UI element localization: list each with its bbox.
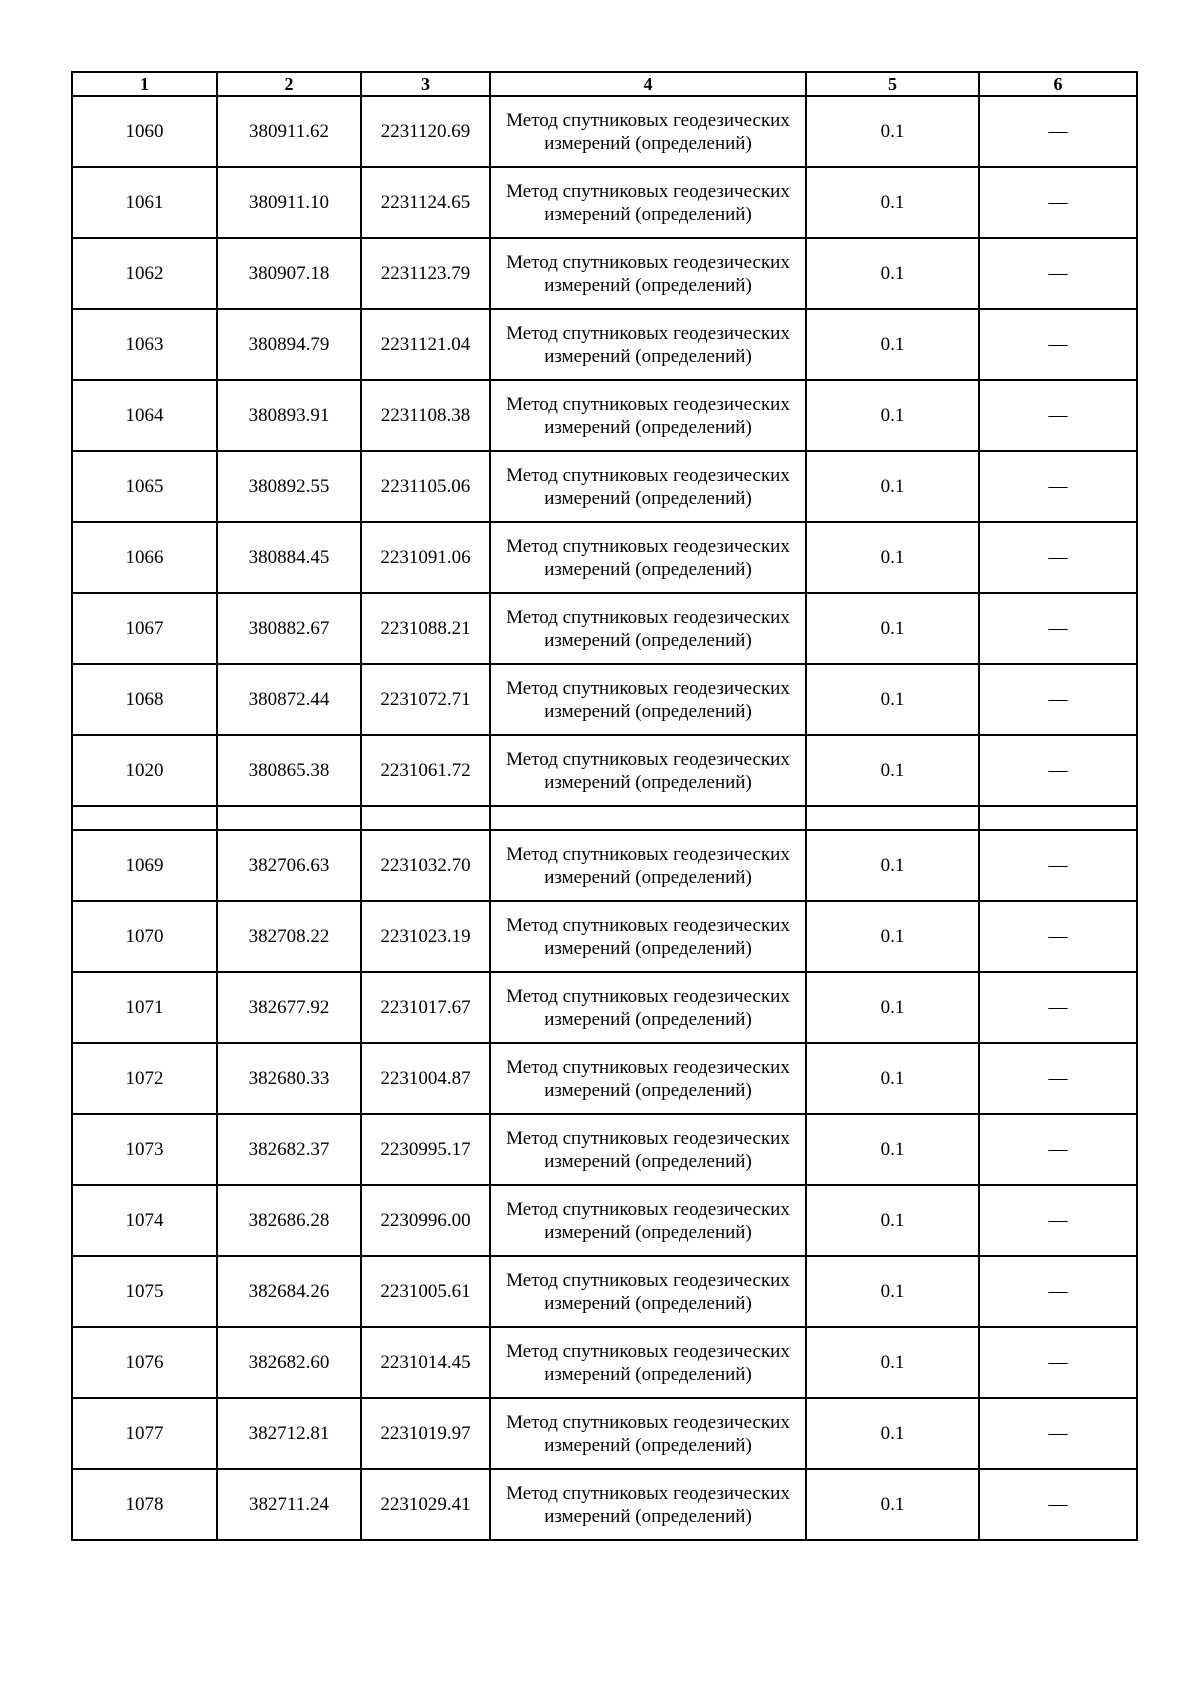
table-row: [72, 1114, 1137, 1185]
accuracy-cell: 0.1: [806, 309, 979, 380]
empty-cell: [979, 806, 1137, 830]
y-coordinate-cell: 2230996.00: [361, 1185, 490, 1256]
point-number-cell: 1076: [72, 1327, 217, 1398]
point-number-cell: 1071: [72, 972, 217, 1043]
note-cell: —: [979, 167, 1137, 238]
method-cell: Метод спутниковых геодезических измерений (определений): [490, 309, 806, 380]
note-cell: —: [979, 451, 1137, 522]
note-cell: —: [979, 1469, 1137, 1540]
method-cell: Метод спутниковых геодезических измерений (определений): [490, 1469, 806, 1540]
note-cell: —: [979, 96, 1137, 167]
note-cell: —: [979, 1398, 1137, 1469]
table-row: [72, 1398, 1137, 1469]
x-coordinate-cell: 382677.92: [217, 972, 361, 1043]
x-coordinate-cell: 382682.37: [217, 1114, 361, 1185]
table-row: [72, 1327, 1137, 1398]
y-coordinate-cell: 2231014.45: [361, 1327, 490, 1398]
method-cell: Метод спутниковых геодезических измерений (определений): [490, 167, 806, 238]
y-coordinate-cell: 2231029.41: [361, 1469, 490, 1540]
accuracy-cell: 0.1: [806, 380, 979, 451]
method-cell: Метод спутниковых геодезических измерений (определений): [490, 901, 806, 972]
accuracy-cell: 0.1: [806, 167, 979, 238]
header-col-2: 2: [217, 72, 361, 96]
method-cell: Метод спутниковых геодезических измерений (определений): [490, 664, 806, 735]
y-coordinate-cell: 2231091.06: [361, 522, 490, 593]
point-number-cell: 1062: [72, 238, 217, 309]
header-col-1: 1: [72, 72, 217, 96]
method-cell: Метод спутниковых геодезических измерений (определений): [490, 1256, 806, 1327]
table-row: [72, 1256, 1137, 1327]
y-coordinate-cell: 2231121.04: [361, 309, 490, 380]
table-row: [72, 593, 1137, 664]
point-number-cell: 1066: [72, 522, 217, 593]
table-row: [72, 451, 1137, 522]
empty-cell: [217, 806, 361, 830]
accuracy-cell: 0.1: [806, 238, 979, 309]
x-coordinate-cell: 382684.26: [217, 1256, 361, 1327]
point-number-cell: 1075: [72, 1256, 217, 1327]
y-coordinate-cell: 2231123.79: [361, 238, 490, 309]
header-col-6: 6: [979, 72, 1137, 96]
y-coordinate-cell: 2231004.87: [361, 1043, 490, 1114]
accuracy-cell: 0.1: [806, 96, 979, 167]
x-coordinate-cell: 380894.79: [217, 309, 361, 380]
note-cell: —: [979, 380, 1137, 451]
table-row: [72, 1469, 1137, 1540]
point-number-cell: 1020: [72, 735, 217, 806]
x-coordinate-cell: 380911.62: [217, 96, 361, 167]
x-coordinate-cell: 380892.55: [217, 451, 361, 522]
point-number-cell: 1070: [72, 901, 217, 972]
y-coordinate-cell: 2231088.21: [361, 593, 490, 664]
x-coordinate-cell: 380872.44: [217, 664, 361, 735]
point-number-cell: 1069: [72, 830, 217, 901]
empty-cell: [72, 806, 217, 830]
table-row: [72, 309, 1137, 380]
y-coordinate-cell: 2231108.38: [361, 380, 490, 451]
accuracy-cell: 0.1: [806, 1256, 979, 1327]
accuracy-cell: 0.1: [806, 1185, 979, 1256]
table-row: [72, 522, 1137, 593]
document-page: [71, 71, 1136, 1541]
accuracy-cell: 0.1: [806, 1469, 979, 1540]
accuracy-cell: 0.1: [806, 1114, 979, 1185]
x-coordinate-cell: 382706.63: [217, 830, 361, 901]
point-number-cell: 1064: [72, 380, 217, 451]
method-cell: Метод спутниковых геодезических измерений (определений): [490, 1398, 806, 1469]
note-cell: —: [979, 735, 1137, 806]
table-row: [72, 735, 1137, 806]
point-number-cell: 1063: [72, 309, 217, 380]
y-coordinate-cell: 2231017.67: [361, 972, 490, 1043]
method-cell: Метод спутниковых геодезических измерений (определений): [490, 238, 806, 309]
point-number-cell: 1061: [72, 167, 217, 238]
point-number-cell: 1065: [72, 451, 217, 522]
header-col-4: 4: [490, 72, 806, 96]
table-row: [72, 901, 1137, 972]
method-cell: Метод спутниковых геодезических измерений (определений): [490, 830, 806, 901]
x-coordinate-cell: 380911.10: [217, 167, 361, 238]
method-cell: Метод спутниковых геодезических измерений (определений): [490, 1114, 806, 1185]
coordinates-table: [71, 71, 1138, 1541]
point-number-cell: 1068: [72, 664, 217, 735]
x-coordinate-cell: 382680.33: [217, 1043, 361, 1114]
method-cell: Метод спутниковых геодезических измерений (определений): [490, 96, 806, 167]
y-coordinate-cell: 2231005.61: [361, 1256, 490, 1327]
x-coordinate-cell: 380907.18: [217, 238, 361, 309]
point-number-cell: 1060: [72, 96, 217, 167]
x-coordinate-cell: 382711.24: [217, 1469, 361, 1540]
table-row: [72, 238, 1137, 309]
note-cell: —: [979, 1327, 1137, 1398]
x-coordinate-cell: 382712.81: [217, 1398, 361, 1469]
table-row: [72, 167, 1137, 238]
note-cell: —: [979, 1043, 1137, 1114]
point-number-cell: 1073: [72, 1114, 217, 1185]
note-cell: —: [979, 664, 1137, 735]
empty-cell: [806, 806, 979, 830]
accuracy-cell: 0.1: [806, 593, 979, 664]
method-cell: Метод спутниковых геодезических измерений (определений): [490, 1185, 806, 1256]
table-row: [72, 664, 1137, 735]
table-row: [72, 380, 1137, 451]
method-cell: Метод спутниковых геодезических измерений (определений): [490, 593, 806, 664]
accuracy-cell: 0.1: [806, 664, 979, 735]
header-col-5: 5: [806, 72, 979, 96]
table-spacer-section: [72, 806, 1137, 830]
method-cell: Метод спутниковых геодезических измерений (определений): [490, 972, 806, 1043]
table-row: [72, 1185, 1137, 1256]
method-cell: Метод спутниковых геодезических измерений (определений): [490, 380, 806, 451]
point-number-cell: 1067: [72, 593, 217, 664]
accuracy-cell: 0.1: [806, 522, 979, 593]
table-row: [72, 96, 1137, 167]
empty-cell: [361, 806, 490, 830]
y-coordinate-cell: 2231120.69: [361, 96, 490, 167]
note-cell: —: [979, 1114, 1137, 1185]
point-number-cell: 1072: [72, 1043, 217, 1114]
note-cell: —: [979, 238, 1137, 309]
method-cell: Метод спутниковых геодезических измерений (определений): [490, 451, 806, 522]
method-cell: Метод спутниковых геодезических измерений (определений): [490, 1327, 806, 1398]
y-coordinate-cell: 2231019.97: [361, 1398, 490, 1469]
method-cell: Метод спутниковых геодезических измерений (определений): [490, 522, 806, 593]
x-coordinate-cell: 380884.45: [217, 522, 361, 593]
note-cell: —: [979, 1185, 1137, 1256]
accuracy-cell: 0.1: [806, 1398, 979, 1469]
point-number-cell: 1078: [72, 1469, 217, 1540]
accuracy-cell: 0.1: [806, 830, 979, 901]
note-cell: —: [979, 593, 1137, 664]
y-coordinate-cell: 2231032.70: [361, 830, 490, 901]
y-coordinate-cell: 2231072.71: [361, 664, 490, 735]
note-cell: —: [979, 1256, 1137, 1327]
table-row: [72, 830, 1137, 901]
header-col-3: 3: [361, 72, 490, 96]
accuracy-cell: 0.1: [806, 735, 979, 806]
note-cell: —: [979, 972, 1137, 1043]
x-coordinate-cell: 380882.67: [217, 593, 361, 664]
accuracy-cell: 0.1: [806, 972, 979, 1043]
note-cell: —: [979, 522, 1137, 593]
table-body-section-b: [72, 830, 1137, 1540]
note-cell: —: [979, 901, 1137, 972]
y-coordinate-cell: 2231124.65: [361, 167, 490, 238]
table-row: [72, 972, 1137, 1043]
note-cell: —: [979, 309, 1137, 380]
y-coordinate-cell: 2230995.17: [361, 1114, 490, 1185]
y-coordinate-cell: 2231023.19: [361, 901, 490, 972]
empty-cell: [490, 806, 806, 830]
point-number-cell: 1074: [72, 1185, 217, 1256]
table-body-section-a: [72, 96, 1137, 806]
table-spacer-row: [72, 806, 1137, 830]
accuracy-cell: 0.1: [806, 901, 979, 972]
y-coordinate-cell: 2231105.06: [361, 451, 490, 522]
note-cell: —: [979, 830, 1137, 901]
accuracy-cell: 0.1: [806, 1043, 979, 1114]
x-coordinate-cell: 382686.28: [217, 1185, 361, 1256]
point-number-cell: 1077: [72, 1398, 217, 1469]
method-cell: Метод спутниковых геодезических измерений (определений): [490, 735, 806, 806]
x-coordinate-cell: 380893.91: [217, 380, 361, 451]
x-coordinate-cell: 380865.38: [217, 735, 361, 806]
method-cell: Метод спутниковых геодезических измерений (определений): [490, 1043, 806, 1114]
table-header-row: [72, 72, 1137, 96]
x-coordinate-cell: 382708.22: [217, 901, 361, 972]
y-coordinate-cell: 2231061.72: [361, 735, 490, 806]
table-row: [72, 1043, 1137, 1114]
accuracy-cell: 0.1: [806, 451, 979, 522]
accuracy-cell: 0.1: [806, 1327, 979, 1398]
x-coordinate-cell: 382682.60: [217, 1327, 361, 1398]
